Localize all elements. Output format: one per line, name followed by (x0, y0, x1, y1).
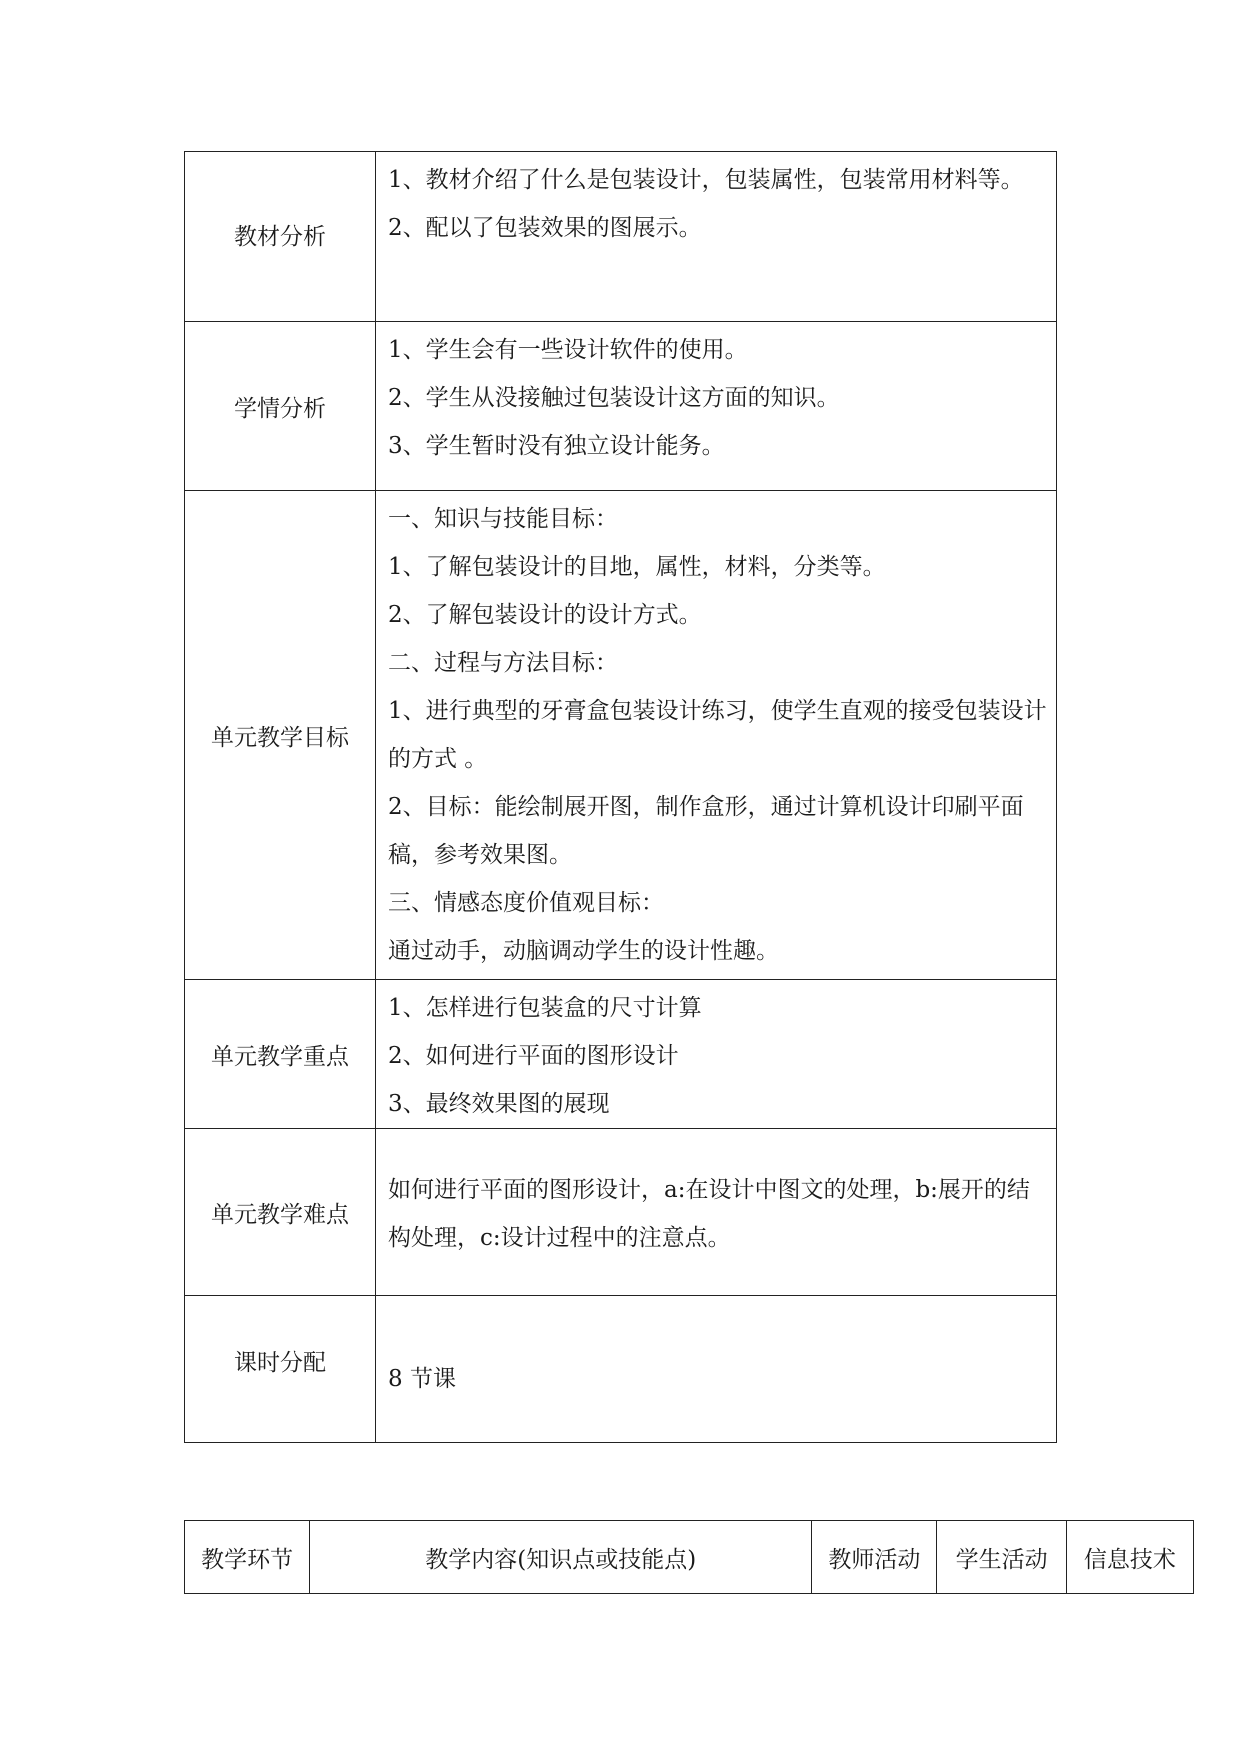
content-line: 通过动手，动脑调动学生的设计性趣。 (388, 938, 779, 964)
content-line: 如何进行平面的图形设计，a:在设计中图文的处理，b:展开的结构处理，c:设计过程中的注意点。 (388, 1177, 1030, 1251)
content-line: 2、了解包装设计的设计方式。 (388, 602, 702, 628)
content-line: 二、过程与方法目标： (388, 650, 618, 676)
row-content-student-analysis (376, 322, 1057, 491)
table-row (185, 491, 1057, 980)
row-content-material-analysis (376, 152, 1057, 322)
row-label-unit-goals: 单元教学目标 (185, 491, 376, 980)
row-label-material-analysis: 教材分析 (185, 152, 376, 322)
content-line: 2、目标：能绘制展开图，制作盒形，通过计算机设计印刷平面稿，参考效果图。 (388, 794, 1024, 868)
content-line: 2、如何进行平面的图形设计 (388, 1043, 679, 1069)
content-line: 2、学生从没接触过包装设计这方面的知识。 (388, 385, 840, 411)
content-line: 2、配以了包装效果的图展示。 (388, 215, 702, 241)
row-label-student-analysis: 学情分析 (185, 322, 376, 491)
teaching-process-header-table (184, 1520, 1194, 1594)
column-header-teacher-activity: 教师活动 (812, 1521, 937, 1594)
row-label-key-points: 单元教学重点 (185, 980, 376, 1129)
content-line: 1、学生会有一些设计软件的使用。 (388, 337, 748, 363)
content-line: 一、知识与技能目标： (388, 506, 618, 532)
row-content-difficult-points (376, 1129, 1057, 1296)
lesson-plan-table (184, 151, 1057, 1443)
table-row (185, 980, 1057, 1129)
table-row (185, 152, 1057, 322)
content-line: 1、了解包装设计的目地，属性，材料，分类等。 (388, 554, 886, 580)
content-line: 1、怎样进行包装盒的尺寸计算 (388, 995, 702, 1021)
content-line: 三、情感态度价值观目标： (388, 890, 664, 916)
column-header-teaching-stage: 教学环节 (185, 1521, 310, 1594)
row-content-key-points (376, 980, 1057, 1129)
table-row (185, 1296, 1057, 1443)
table-header-row (185, 1521, 1194, 1594)
column-header-info-tech: 信息技术 (1066, 1521, 1193, 1594)
row-content-class-hours (376, 1296, 1057, 1443)
content-line: 8 节课 (388, 1366, 456, 1392)
column-header-student-activity: 学生活动 (937, 1521, 1066, 1594)
row-label-difficult-points: 单元教学难点 (185, 1129, 376, 1296)
table-row (185, 322, 1057, 491)
column-header-teaching-content: 教学内容(知识点或技能点) (310, 1521, 812, 1594)
table-row (185, 1129, 1057, 1296)
row-label-class-hours: 课时分配 (185, 1296, 376, 1443)
row-content-unit-goals (376, 491, 1057, 980)
content-line: 1、教材介绍了什么是包装设计，包装属性，包装常用材料等。 (388, 167, 1024, 193)
content-line: 3、学生暂时没有独立设计能务。 (388, 433, 725, 459)
content-line: 1、进行典型的牙膏盒包装设计练习，使学生直观的接受包装设计的方式 。 (388, 698, 1047, 772)
content-line: 3、最终效果图的展现 (388, 1091, 610, 1117)
